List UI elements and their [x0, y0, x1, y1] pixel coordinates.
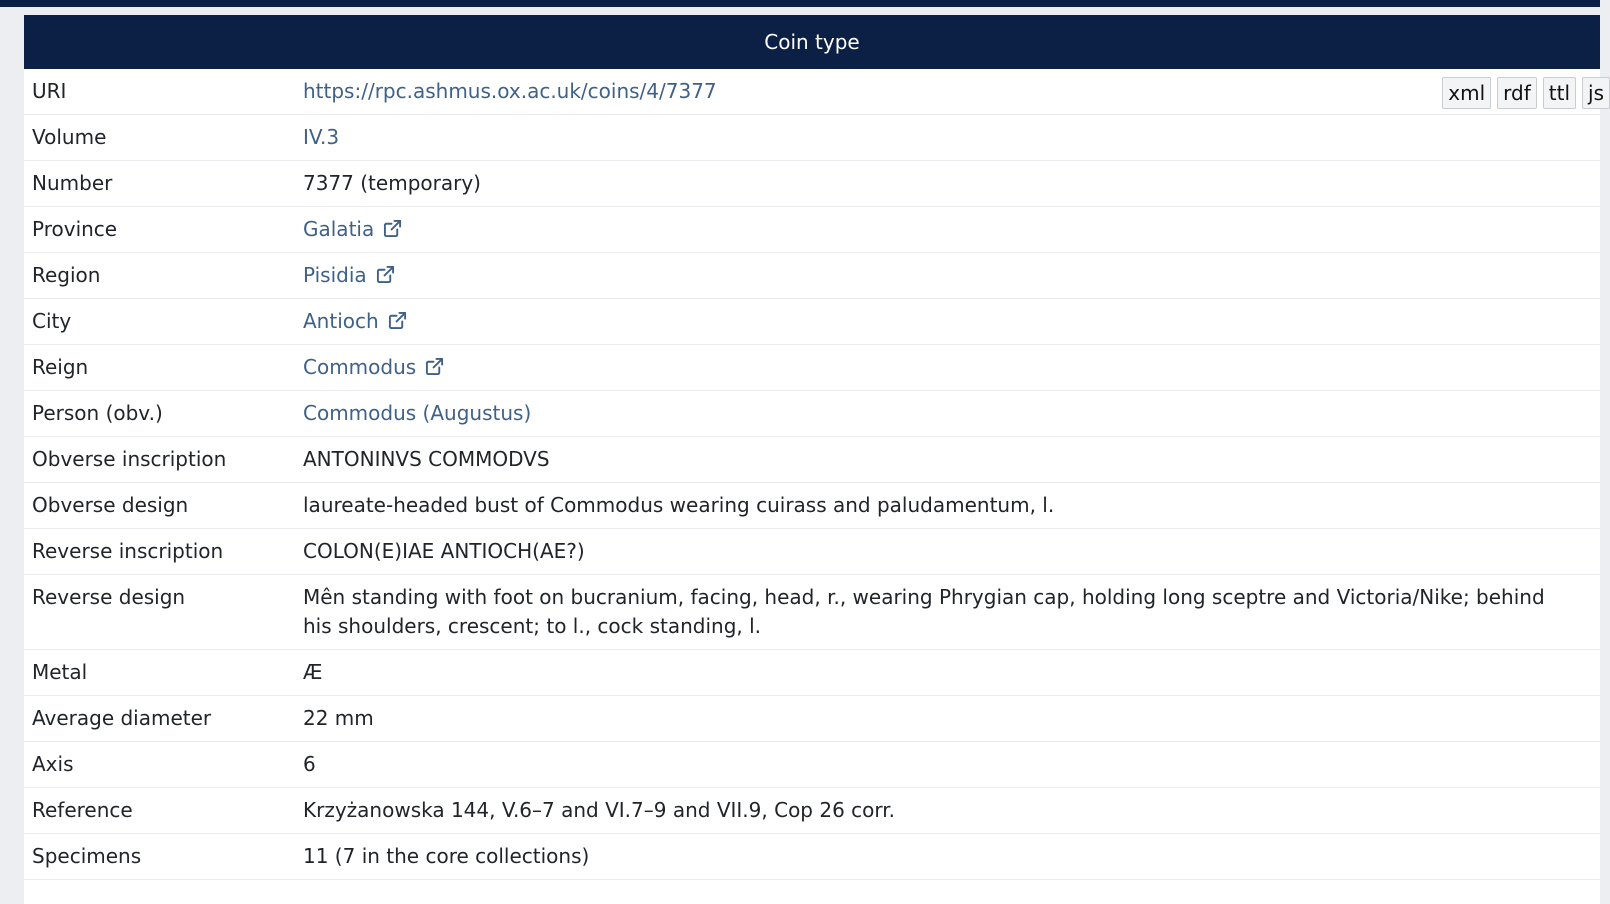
- row-label: Metal: [24, 650, 303, 696]
- row-label: City: [24, 299, 303, 345]
- person-obv-link[interactable]: Commodus (Augustus): [303, 401, 532, 425]
- row-label: Person (obv.): [24, 391, 303, 437]
- format-buttons: [1442, 77, 1610, 109]
- row-value: [303, 69, 1604, 115]
- row-value: COLON(E)IAE ANTIOCH(AE?): [303, 529, 1600, 575]
- row-value: ANTONINVS COMMODVS: [303, 437, 1600, 483]
- external-link-icon[interactable]: [425, 357, 444, 376]
- row-label: Volume: [24, 115, 303, 161]
- row-label: Average diameter: [24, 696, 303, 742]
- table-row-axis: [24, 742, 1600, 788]
- top-nav-bar: [0, 0, 1600, 7]
- row-value: [303, 299, 1600, 345]
- table-row-volume: [24, 115, 1600, 161]
- row-label: Axis: [24, 742, 303, 788]
- reign-link[interactable]: Commodus: [303, 355, 417, 379]
- row-value: Krzyżanowska 144, V.6–7 and VI.7–9 and VII.9, Cop 26 corr.: [303, 788, 1600, 834]
- table-row-city: [24, 299, 1600, 345]
- row-value: [303, 253, 1600, 299]
- row-label: Obverse inscription: [24, 437, 303, 483]
- row-value: 22 mm: [303, 696, 1600, 742]
- table-row-average-diameter: [24, 696, 1600, 742]
- table-row-person-obv: [24, 391, 1600, 437]
- row-label: URI: [24, 69, 303, 115]
- table-row-number: [24, 161, 1600, 207]
- row-value: 6: [303, 742, 1600, 788]
- table-row-province: [24, 207, 1600, 253]
- panel-header: [24, 15, 1600, 69]
- format-button-rdf[interactable]: rdf: [1497, 77, 1537, 109]
- row-value: laureate-headed bust of Commodus wearing cuirass and paludamentum, l.: [303, 483, 1600, 529]
- row-label: Region: [24, 253, 303, 299]
- external-link-icon[interactable]: [376, 265, 395, 284]
- row-label: Reign: [24, 345, 303, 391]
- row-label: Obverse design: [24, 483, 303, 529]
- row-value: [303, 207, 1600, 253]
- table-row-specimens: [24, 834, 1600, 880]
- row-value: [303, 345, 1600, 391]
- table-row-reverse-design: [24, 575, 1600, 650]
- external-link-icon[interactable]: [383, 219, 402, 238]
- table-row-metal: [24, 650, 1600, 696]
- row-label: Province: [24, 207, 303, 253]
- table-row-region: [24, 253, 1600, 299]
- external-link-icon[interactable]: [388, 311, 407, 330]
- row-value: Æ: [303, 650, 1600, 696]
- table-row-uri: [24, 69, 1600, 115]
- format-button-ttl[interactable]: ttl: [1543, 77, 1576, 109]
- volume-link[interactable]: IV.3: [303, 125, 340, 149]
- row-label: Number: [24, 161, 303, 207]
- city-link[interactable]: Antioch: [303, 309, 379, 333]
- province-link[interactable]: Galatia: [303, 217, 375, 241]
- format-button-js[interactable]: js: [1582, 77, 1610, 109]
- panel-title: Coin type: [764, 30, 860, 54]
- row-label: Reverse inscription: [24, 529, 303, 575]
- row-value: 7377 (temporary): [303, 161, 1600, 207]
- row-value: [303, 391, 1600, 437]
- row-label: Specimens: [24, 834, 303, 880]
- row-value: [303, 115, 1600, 161]
- table-row-reign: [24, 345, 1600, 391]
- format-button-xml[interactable]: xml: [1442, 77, 1491, 109]
- coin-type-panel: [24, 15, 1604, 904]
- region-link[interactable]: Pisidia: [303, 263, 367, 287]
- row-value: Mên standing with foot on bucranium, facing, head, r., wearing Phrygian cap, holding long sceptre and Victoria/Nike; behind his shoulders, crescent; to l., cock standing, l.: [303, 575, 1600, 650]
- row-value: 11 (7 in the core collections): [303, 834, 1600, 880]
- row-label: Reverse design: [24, 575, 303, 650]
- table-row-reverse-inscription: [24, 529, 1600, 575]
- coin-details-table: [24, 69, 1604, 880]
- table-row-obverse-design: [24, 483, 1600, 529]
- uri-link[interactable]: https://rpc.ashmus.ox.ac.uk/coins/4/7377: [303, 79, 717, 103]
- table-row-obverse-inscription: [24, 437, 1600, 483]
- row-label: Reference: [24, 788, 303, 834]
- table-row-reference: [24, 788, 1600, 834]
